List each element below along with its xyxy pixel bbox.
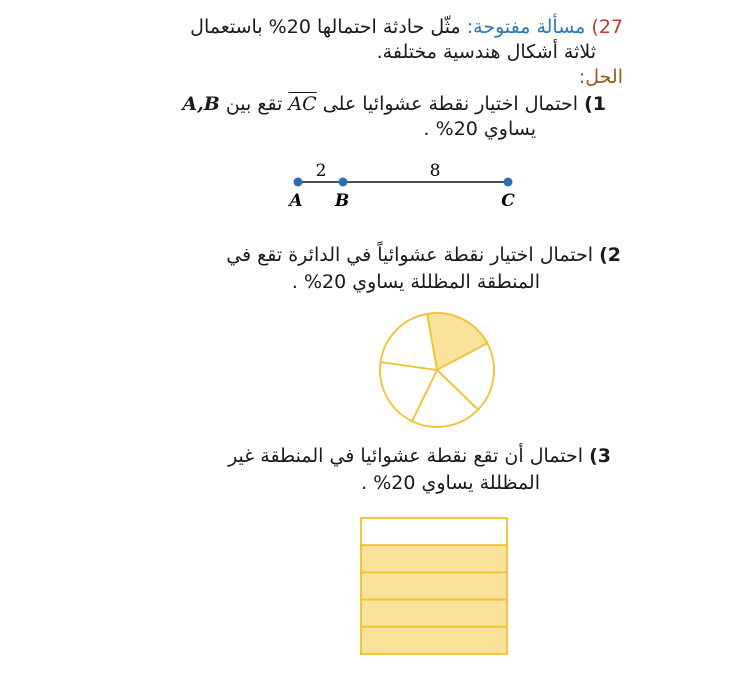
label-point-a: A: [289, 191, 303, 211]
rect-strip-shaded: [361, 627, 507, 654]
item2-number: 2): [599, 244, 621, 266]
item2-line1: [226, 244, 621, 266]
label-point-c: C: [501, 191, 515, 211]
rect-strip-shaded: [361, 600, 507, 627]
problem-label: مسألة مفتوحة:: [466, 16, 586, 38]
point-a-dot: [294, 178, 303, 187]
problem-text-line1: مثّل حادثة احتمالها 20% باستعمال: [190, 16, 461, 38]
problem-number: 27): [591, 16, 623, 38]
item1-line2: يساوي 20% .: [423, 118, 536, 140]
item1-text-mid: تقع بين: [225, 93, 283, 115]
item3-number: 3): [589, 445, 611, 467]
point-b-dot: [339, 178, 348, 187]
point-c-dot: [504, 178, 513, 187]
label-ab: 2: [315, 161, 327, 181]
item3-text-line1: احتمال أن تقع نقطة عشوائيا في المنطقة غير: [228, 445, 584, 467]
item3-line2: المظللة يساوي 20% .: [361, 472, 540, 494]
rect-strip-shaded: [361, 545, 507, 572]
problem-line-1: [190, 16, 623, 38]
label-point-b: B: [334, 191, 350, 211]
rect-strip-unshaded: [361, 518, 507, 545]
item1-text-before: احتمال اختيار نقطة عشوائيا على: [322, 93, 579, 115]
item3-line1: [228, 445, 611, 467]
item2-line2: المنطقة المظللة يساوي 20% .: [291, 271, 540, 293]
circle-figure: [375, 310, 500, 430]
problem-text-line2: ثلاثة أشكال هندسية مختلفة.: [376, 41, 596, 63]
item1-segment: $\overline{AC}$: [288, 93, 317, 115]
item1-line1: [182, 93, 606, 115]
item2-text-line1: احتمال اختيار نقطة عشوائياً في الدائرة تقع في: [226, 244, 594, 266]
solution-label: الحل:: [578, 66, 623, 88]
item1-points: A,B: [182, 93, 220, 115]
rect-figure: [355, 515, 515, 660]
item1-number: 1): [584, 93, 606, 115]
rect-strip-shaded: [361, 572, 507, 599]
circle-slice: [381, 314, 437, 370]
segment-figure: [280, 155, 525, 215]
label-bc: 8: [429, 161, 441, 181]
